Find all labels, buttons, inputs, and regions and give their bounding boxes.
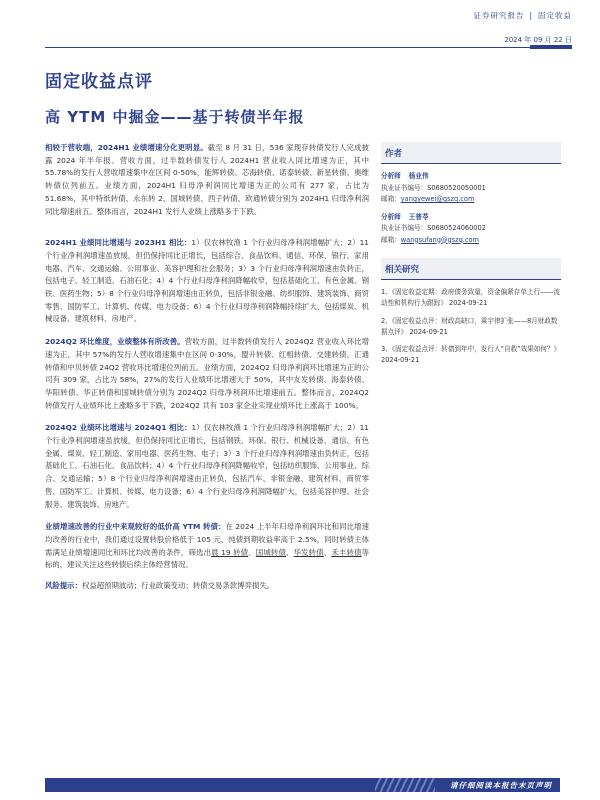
- paragraph-lead: 2024H1 业绩同比增速与 2023H1 相比：: [45, 238, 192, 248]
- paragraph-body: 在 2024 上半年归母净利润环比和同比增速均改善的行业中，我们通过设置转股价格低于 105 元、纯债到期收益率高于 2.5%，同时转债主体需满足业绩增速同比和环比均改善的条件，筛选出: [45, 522, 369, 557]
- bond-name-link[interactable]: 华发转债: [293, 547, 324, 557]
- bond-name-link[interactable]: 晨 19 转债: [211, 547, 249, 557]
- summary-paragraph-1: [45, 142, 369, 218]
- analyst-role: 分析师: [381, 212, 401, 221]
- bond-name-link[interactable]: 禾丰转债: [331, 547, 362, 557]
- paragraph-lead: 相较于营收端，2024H1 业绩增速分化更明显。: [45, 143, 208, 152]
- paragraph-body: 等标的，建议关注这些转债后续主体经营情况。: [45, 547, 369, 570]
- risk-body: 权益超预期波动；行业政策变动；转债交易条款博弈损失。: [81, 581, 275, 591]
- email-label: 邮箱：: [381, 235, 401, 244]
- bond-name-link[interactable]: 国城转债: [255, 547, 287, 557]
- header-divider-accent: [530, 45, 572, 49]
- header-tags: [473, 10, 572, 21]
- paragraph-lead: 业绩增速改善的行业中来观较好的低价高 YTM 转债：: [45, 522, 226, 532]
- footer-bar: [45, 778, 560, 792]
- footer-disclaimer: 请仔细阅读本报告末页声明: [450, 781, 552, 790]
- analyst-email-link[interactable]: wangsufang@gszq.com: [400, 235, 479, 244]
- separator: 、: [286, 547, 294, 557]
- paragraph-lead: 2024Q2 业绩环比增速与 2024Q1 相比：: [45, 423, 192, 433]
- analyst-email-link[interactable]: yangyewei@gszq.com: [400, 195, 475, 203]
- report-title: 固定收益点评: [45, 72, 153, 92]
- paragraph-lead: 2024Q2 环比维度，业绩整体有所改善。: [45, 337, 185, 347]
- summary-paragraph-3: [45, 336, 369, 412]
- risk-lead: 风险提示：: [45, 581, 82, 591]
- email-label: 邮箱：: [381, 195, 401, 203]
- report-header: [0, 0, 600, 62]
- related-research-list: [381, 287, 561, 367]
- paragraph-body: 1）仅农林牧渔 1 个行业归母净利润增幅扩大；2）11 个行业净利润增速虽放缓，但仍保持同比正增长，包括钢铁、环保、银行、机械设备、通信、有色金属、煤炭、轻工制造、家用电器、医药生物、电子；3）3 个行业归母净利润增速由负转正，包括基础化工、石油石化、食品饮料；4）4 个行业归母净利润降幅收窄，包括纺织服饰、公用事业、综合、交通运输；5）8 个行业归母净利润增速由正转负，包括汽车、非银金融、建筑材料、商贸零售、国防军工、计算机、传媒、电力设备；6）4 个行业归母净利润降幅扩大，包括美容护理、社会服务、建筑装饰、房地产。: [45, 423, 369, 509]
- paragraph-body: 截至 8 月 31 日，536 家现存转债发行人完成披露 2024 年半年报。营收方面，过半数转债发行人 2024H1 营业收入同比增速为正，其中 55.78%的发行人营收增速集中在区间 0-50%，能辉转债、芯海转债、诺泰转债、新星转债、奥维转债位列前五。业绩方面，2024H1 归母净利润同比增速为正的公司有 277 家，占比为 51.68%，其中特纸转债、永东转 2、国城转债、西子转债、欧通转债分别为 2024H1 归母净利润同比增速前五。整体而言，2024H1 发行人业绩上涨略多于下跌。: [45, 143, 369, 216]
- analyst-name: 王普苓: [408, 212, 429, 221]
- header-divider: [45, 47, 560, 48]
- related-research-heading: 相关研究: [381, 258, 561, 280]
- risk-warning: [45, 580, 369, 593]
- summary-paragraph-5: [45, 521, 369, 572]
- report-date: 2024 年 09 月 22 日: [504, 36, 572, 44]
- main-content: [45, 142, 369, 601]
- analyst-card: [381, 171, 561, 206]
- separator: 、: [248, 547, 256, 557]
- summary-paragraph-4: [45, 422, 369, 511]
- paragraph-body: 1）仅农林牧渔 1 个行业归母净利润增幅扩大；2）11 个行业净利润增速虽放缓，但仍保持同比正增长，包括综合、食品饮料、通信、环保、银行、家用电器、汽车、交通运输、公用事业、美容护理和社会服务；3）3 个行业归母净利润增速由负转正，包括电子、轻工制造、石油石化；4）4 个行业归母净利润降幅收窄，包括基础化工、有色金属、钢铁、医药生物；5）8 个行业归母净利润增速由正转负，包括非银金融、纺织服饰、建筑装饰、商贸零售、国防军工、计算机、传媒、电力设备；6）4 个行业归母净利润降幅持续扩大，包括煤炭、机械设备、建筑材料、房地产。: [45, 238, 369, 324]
- analyst-role: 分析师: [381, 172, 401, 180]
- sidebar: [381, 142, 561, 373]
- analyst-card: [381, 212, 561, 247]
- paragraph-body: 营收方面，过半数转债发行人 2024Q2 营业收入环比增速为正，其中 57%的发行人营收增速集中在区间 0-30%，盟升转债、红相转债、交建转债、汇通转债和中贝转债 24Q2 营收环比增速位列前五。业绩方面，2024Q2 归母净利润环比增速为正的公司有 309 家，占比为 58%，27%的发行人业绩环比增速大于 50%，其中友发转债、海泰转债、华阳转债、华正转债和国城转债分别为 2024Q2 归母净利润环比增速前五。整体而言，2024Q2 转债发行人业绩环比上涨略多于下跌，2024Q2 共有 103 家企业实现业绩环比上涨高于 100%。: [45, 337, 370, 410]
- footer-stripe-decoration: [375, 778, 435, 792]
- separator: 、: [323, 547, 332, 557]
- header-tag-category: 固定收益: [538, 11, 572, 20]
- related-report-item[interactable]: 2、《固定收益点评：财政高缺口，乘宇律扩张——8月财政数据点评》 2024-09-21: [381, 316, 558, 336]
- related-report-item[interactable]: 3、《固定收益点评：转债到年中，发行人“自救”效果如何？》 2024-09-21: [381, 345, 561, 365]
- author-heading: 作者: [381, 142, 561, 164]
- summary-paragraph-2: [45, 237, 369, 326]
- header-tag-separator: |: [529, 11, 533, 20]
- related-report-item[interactable]: 1、《固定收益定期：政府债务致量，资金偏紧存单上行——流动性和机构行为跟踪》 2024-09-21: [381, 288, 560, 308]
- analyst-name: 杨业伟: [408, 172, 429, 180]
- report-subtitle: 高 YTM 中掘金——基于转债半年报: [45, 108, 305, 126]
- header-tag-report-type: 证券研究报告: [473, 11, 525, 20]
- analyst-cert: 执业证书编号：S0680524060002: [381, 224, 486, 232]
- analyst-cert: 执业证书编号：S0680520050001: [381, 183, 486, 192]
